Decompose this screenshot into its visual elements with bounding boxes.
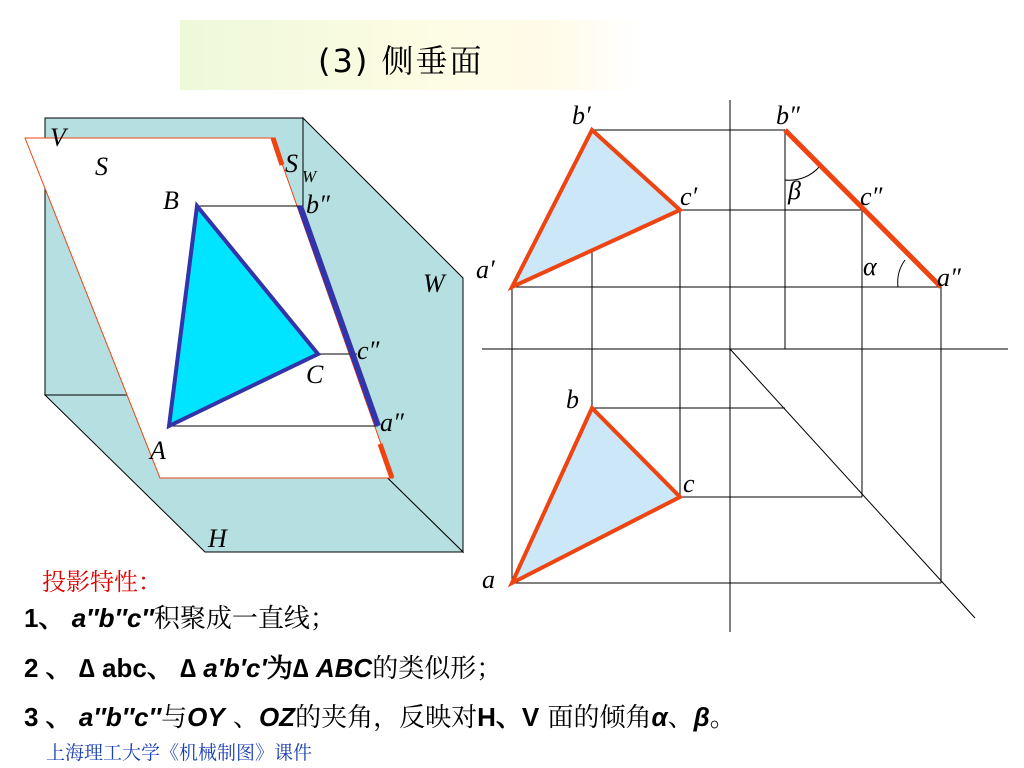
- label-a1: a′: [476, 255, 495, 284]
- line3-with: 与: [161, 703, 188, 733]
- label-c2-3d: c″: [357, 336, 380, 365]
- property-line-2: [24, 648, 502, 685]
- line3-end: 。: [709, 703, 736, 733]
- line3-beta: β: [693, 702, 710, 732]
- label-b: b: [566, 385, 579, 414]
- triangle-front-view: [512, 130, 680, 287]
- line2-abc: abc: [102, 653, 147, 683]
- axonometric-view: [25, 118, 463, 552]
- label-C: C: [306, 360, 324, 389]
- property-line-3: [24, 697, 736, 734]
- line2-sep: 、 ∆: [146, 653, 204, 683]
- label-b1: b′: [572, 101, 591, 130]
- line3-OY: OY: [187, 702, 225, 732]
- label-s: S: [95, 152, 108, 181]
- line3-text: 的夹角，反映对: [295, 703, 478, 733]
- slide-title: (3) 侧垂面: [318, 42, 484, 80]
- label-alpha: α: [863, 252, 877, 281]
- triangle-top-view: [512, 408, 680, 583]
- line2-projection: a′b′c′: [203, 653, 267, 683]
- line2-mid: 为∆: [266, 653, 316, 683]
- line1-text: 积聚成一直线；: [153, 604, 336, 634]
- line2-end: 的类似形；: [372, 654, 503, 684]
- footer-text: 上海理工大学《机械制图》课件: [46, 742, 313, 764]
- label-a: a: [482, 565, 495, 594]
- label-A: A: [150, 436, 166, 465]
- line2-ABC: ABC: [315, 653, 373, 683]
- line3-projection: a″b″c″: [78, 702, 162, 732]
- line3-OZ: OZ: [258, 702, 296, 732]
- line3-sep: 、: [224, 703, 259, 733]
- label-b2-3d: b″: [306, 190, 330, 219]
- label-sw-sub: W: [302, 167, 317, 186]
- label-B: B: [163, 186, 179, 215]
- label-v: V: [50, 123, 66, 152]
- label-W: W: [423, 269, 445, 298]
- label-c: c: [683, 469, 695, 498]
- label-c1: c′: [680, 182, 698, 211]
- label-a2-3d: a″: [380, 408, 404, 437]
- line2-number: 2 、 ∆: [24, 653, 103, 683]
- label-beta: β: [788, 176, 801, 205]
- label-b2: b″: [776, 101, 800, 130]
- line3-HV: H、V: [477, 702, 540, 732]
- line3-face: 面的倾角: [539, 703, 652, 733]
- property-line-1: [24, 598, 336, 635]
- label-a2: a″: [937, 263, 961, 292]
- line3-dun: 、: [667, 703, 694, 733]
- line1-number: 1、: [24, 603, 72, 633]
- line3-number: 3 、: [24, 702, 79, 732]
- line1-projection: a″b″c″: [71, 603, 154, 633]
- label-H: H: [208, 524, 227, 553]
- label-sw: S: [285, 149, 298, 178]
- properties-heading: 投影特性：: [42, 568, 162, 596]
- line3-alpha: α: [651, 702, 668, 732]
- label-c2: c″: [860, 182, 883, 211]
